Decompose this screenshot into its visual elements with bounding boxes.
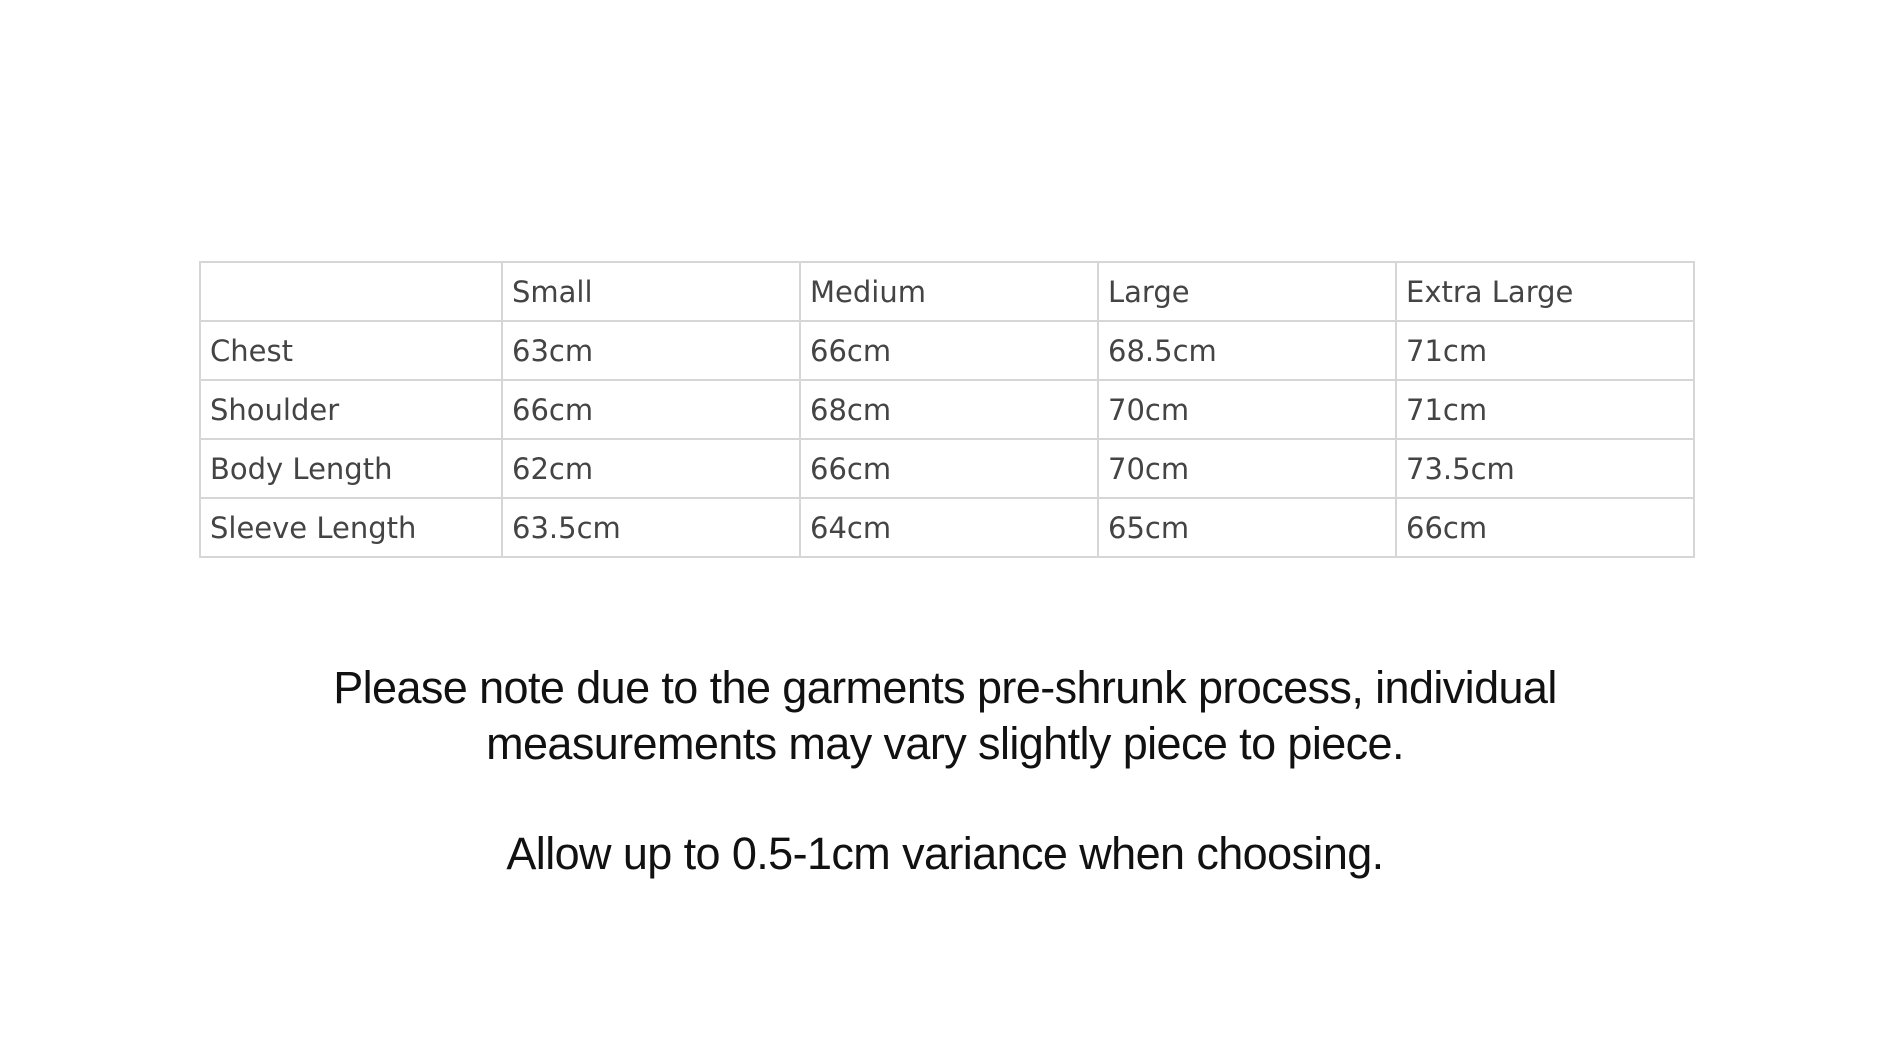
cell-shoulder-large: 70cm bbox=[1098, 380, 1396, 439]
header-cell-extra-large: Extra Large bbox=[1396, 262, 1694, 321]
cell-sleeve-length-extra-large: 66cm bbox=[1396, 498, 1694, 557]
cell-sleeve-length-medium: 64cm bbox=[800, 498, 1098, 557]
cell-shoulder-extra-large: 71cm bbox=[1396, 380, 1694, 439]
shrinkage-note bbox=[0, 660, 1890, 772]
cell-chest-medium: 66cm bbox=[800, 321, 1098, 380]
row-label-sleeve-length: Sleeve Length bbox=[200, 498, 502, 557]
cell-body-length-small: 62cm bbox=[502, 439, 800, 498]
header-cell-medium: Medium bbox=[800, 262, 1098, 321]
table-row-body-length bbox=[200, 439, 1694, 498]
row-label-chest: Chest bbox=[200, 321, 502, 380]
table-header-row bbox=[200, 262, 1694, 321]
size-chart-table bbox=[199, 261, 1695, 558]
note-line-3: Allow up to 0.5-1cm variance when choosing. bbox=[506, 828, 1384, 879]
cell-chest-large: 68.5cm bbox=[1098, 321, 1396, 380]
cell-body-length-large: 70cm bbox=[1098, 439, 1396, 498]
cell-sleeve-length-large: 65cm bbox=[1098, 498, 1396, 557]
cell-chest-small: 63cm bbox=[502, 321, 800, 380]
header-cell-empty bbox=[200, 262, 502, 321]
cell-chest-extra-large: 71cm bbox=[1396, 321, 1694, 380]
header-cell-small: Small bbox=[502, 262, 800, 321]
header-cell-large: Large bbox=[1098, 262, 1396, 321]
table-row-sleeve-length bbox=[200, 498, 1694, 557]
cell-sleeve-length-small: 63.5cm bbox=[502, 498, 800, 557]
note-line-2: measurements may vary slightly piece to piece. bbox=[486, 718, 1404, 769]
note-line-1: Please note due to the garments pre-shrunk process, individual bbox=[333, 662, 1557, 713]
cell-body-length-extra-large: 73.5cm bbox=[1396, 439, 1694, 498]
cell-shoulder-small: 66cm bbox=[502, 380, 800, 439]
table-row-shoulder bbox=[200, 380, 1694, 439]
row-label-body-length: Body Length bbox=[200, 439, 502, 498]
table-row-chest bbox=[200, 321, 1694, 380]
row-label-shoulder: Shoulder bbox=[200, 380, 502, 439]
cell-shoulder-medium: 68cm bbox=[800, 380, 1098, 439]
variance-note bbox=[0, 826, 1890, 882]
cell-body-length-medium: 66cm bbox=[800, 439, 1098, 498]
